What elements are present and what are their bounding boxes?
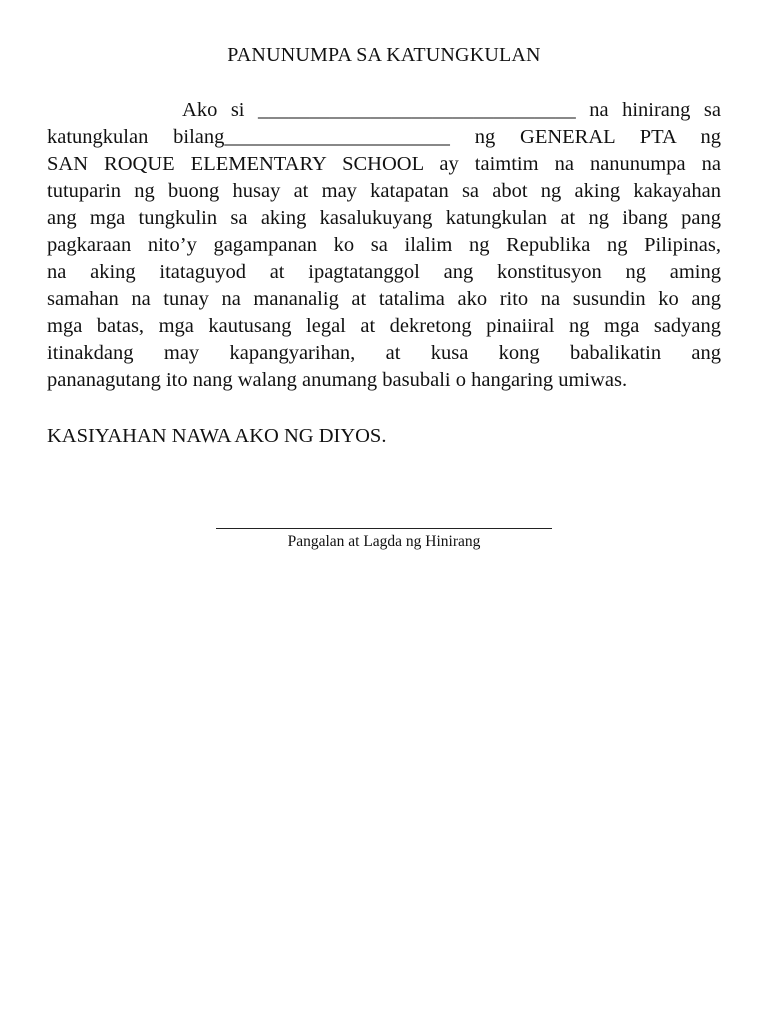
paragraph-line: na aking itataguyod at ipagtatanggol ang konstitusyon ng aming: [47, 261, 721, 283]
oath-paragraph: [47, 97, 721, 394]
closing-statement: KASIYAHAN NAWA AKO NG DIYOS.: [47, 425, 387, 447]
paragraph-line: mga batas, mga kautusang legal at dekretong pinaiiral ng mga sadyang: [47, 315, 721, 337]
paragraph-line: pagkaraan nito’y gagampanan ko sa ilalim ng Republika ng Pilipinas,: [47, 234, 721, 256]
paragraph-line: samahan na tunay na mananalig at tatalima ako rito na susundin ko ang: [47, 288, 721, 310]
paragraph-line: ang mga tungkulin sa aking kasalukuyang katungkulan at ng ibang pang: [47, 207, 721, 229]
paragraph-line: katungkulan bilang______________________ ng GENERAL PTA ng: [47, 126, 721, 148]
signature-label: Pangalan at Lagda ng Hinirang: [287, 533, 481, 550]
paragraph-line: itinakdang may kapangyarihan, at kusa kong babalikatin ang: [47, 342, 721, 364]
paragraph-line: pananagutang ito nang walang anumang basubali o hangaring umiwas.: [47, 369, 628, 391]
document-title: PANUNUMPA SA KATUNGKULAN: [227, 44, 541, 66]
paragraph-line: tutuparin ng buong husay at may katapatan sa abot ng aking kakayahan: [47, 180, 721, 202]
signature-line: [216, 528, 552, 529]
paragraph-line: SAN ROQUE ELEMENTARY SCHOOL ay taimtim na nanunumpa na: [47, 153, 721, 175]
paragraph-line: Ako si _______________________________ na hinirang sa: [47, 99, 721, 121]
